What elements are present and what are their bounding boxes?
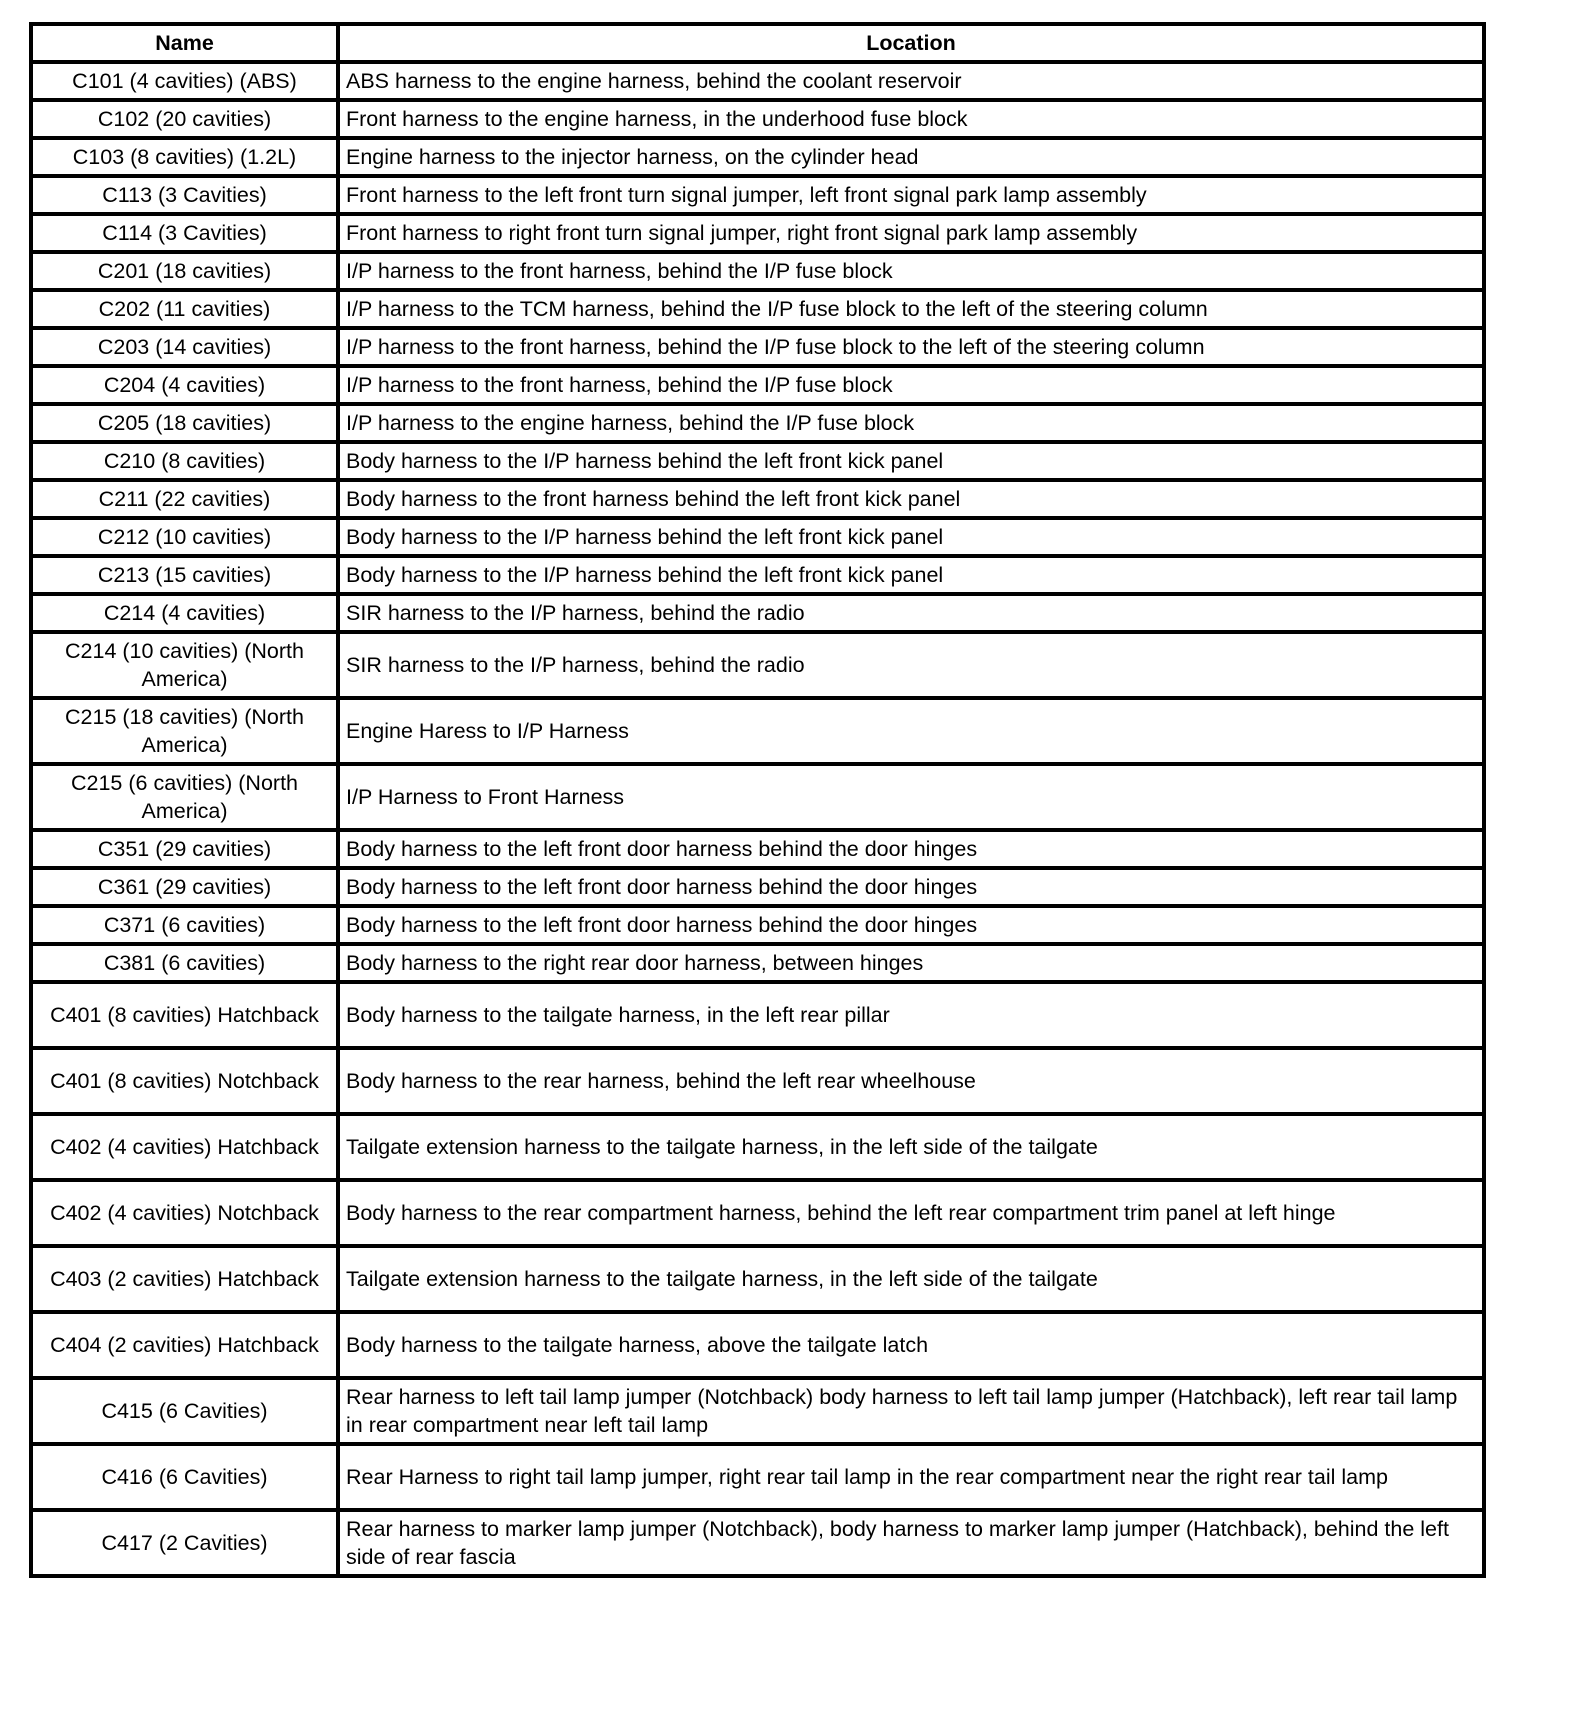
connector-name-cell: C402 (4 cavities) Notchback xyxy=(31,1180,338,1246)
table-row xyxy=(31,1246,1484,1312)
table-row xyxy=(31,1378,1484,1444)
table-row xyxy=(31,442,1484,480)
location-column-header: Location xyxy=(338,24,1484,62)
connector-name-cell: C371 (6 cavities) xyxy=(31,906,338,944)
connector-location-cell: Body harness to the I/P harness behind the left front kick panel xyxy=(338,518,1484,556)
table-row xyxy=(31,290,1484,328)
table-row xyxy=(31,138,1484,176)
connector-location-cell: I/P harness to the engine harness, behind the I/P fuse block xyxy=(338,404,1484,442)
connector-name-cell: C113 (3 Cavities) xyxy=(31,176,338,214)
connector-name-cell: C381 (6 cavities) xyxy=(31,944,338,982)
table-row xyxy=(31,62,1484,100)
connector-location-cell: Tailgate extension harness to the tailgate harness, in the left side of the tailgate xyxy=(338,1246,1484,1312)
connector-name-cell: C401 (8 cavities) Notchback xyxy=(31,1048,338,1114)
connector-name-cell: C402 (4 cavities) Hatchback xyxy=(31,1114,338,1180)
connector-location-cell: Front harness to right front turn signal jumper, right front signal park lamp assembly xyxy=(338,214,1484,252)
connector-name-cell: C101 (4 cavities) (ABS) xyxy=(31,62,338,100)
table-row xyxy=(31,830,1484,868)
table-row xyxy=(31,1180,1484,1246)
connector-location-cell: Front harness to the engine harness, in the underhood fuse block xyxy=(338,100,1484,138)
connector-location-cell: Body harness to the tailgate harness, above the tailgate latch xyxy=(338,1312,1484,1378)
connector-name-cell: C103 (8 cavities) (1.2L) xyxy=(31,138,338,176)
connector-name-cell: C415 (6 Cavities) xyxy=(31,1378,338,1444)
connector-location-cell: Tailgate extension harness to the tailgate harness, in the left side of the tailgate xyxy=(338,1114,1484,1180)
connector-name-cell: C201 (18 cavities) xyxy=(31,252,338,290)
table-row xyxy=(31,176,1484,214)
connector-name-cell: C215 (6 cavities) (North America) xyxy=(31,764,338,830)
connector-name-cell: C102 (20 cavities) xyxy=(31,100,338,138)
table-row xyxy=(31,214,1484,252)
connector-location-cell: ABS harness to the engine harness, behind the coolant reservoir xyxy=(338,62,1484,100)
table-row xyxy=(31,1444,1484,1510)
connector-name-cell: C416 (6 Cavities) xyxy=(31,1444,338,1510)
connector-name-cell: C214 (4 cavities) xyxy=(31,594,338,632)
table-row xyxy=(31,906,1484,944)
connector-name-cell: C215 (18 cavities) (North America) xyxy=(31,698,338,764)
connector-location-cell: I/P harness to the front harness, behind the I/P fuse block xyxy=(338,366,1484,404)
connector-location-cell: Body harness to the left front door harness behind the door hinges xyxy=(338,868,1484,906)
table-row xyxy=(31,944,1484,982)
connector-location-cell: Rear harness to marker lamp jumper (Notchback), body harness to marker lamp jumper (Hatchback), behind the left side of rear fascia xyxy=(338,1510,1484,1576)
connector-location-cell: SIR harness to the I/P harness, behind the radio xyxy=(338,632,1484,698)
header-row xyxy=(31,24,1484,62)
table-row xyxy=(31,764,1484,830)
table-row xyxy=(31,698,1484,764)
connector-location-cell: Body harness to the front harness behind the left front kick panel xyxy=(338,480,1484,518)
connector-name-cell: C361 (29 cavities) xyxy=(31,868,338,906)
table-row xyxy=(31,328,1484,366)
connector-location-cell: Body harness to the tailgate harness, in the left rear pillar xyxy=(338,982,1484,1048)
connector-location-cell: Body harness to the rear compartment harness, behind the left rear compartment trim panel at left hinge xyxy=(338,1180,1484,1246)
connector-name-cell: C204 (4 cavities) xyxy=(31,366,338,404)
table-row xyxy=(31,1510,1484,1576)
table-row xyxy=(31,556,1484,594)
connector-name-cell: C417 (2 Cavities) xyxy=(31,1510,338,1576)
table-row xyxy=(31,594,1484,632)
table-row xyxy=(31,982,1484,1048)
connector-name-cell: C205 (18 cavities) xyxy=(31,404,338,442)
connector-name-cell: C210 (8 cavities) xyxy=(31,442,338,480)
connector-name-cell: C114 (3 Cavities) xyxy=(31,214,338,252)
connector-location-cell: I/P harness to the front harness, behind the I/P fuse block to the left of the steering column xyxy=(338,328,1484,366)
connector-location-cell: Body harness to the right rear door harness, between hinges xyxy=(338,944,1484,982)
connector-location-cell: SIR harness to the I/P harness, behind the radio xyxy=(338,594,1484,632)
name-column-header: Name xyxy=(31,24,338,62)
connector-name-cell: C202 (11 cavities) xyxy=(31,290,338,328)
connector-location-cell: Body harness to the left front door harness behind the door hinges xyxy=(338,906,1484,944)
table-row xyxy=(31,252,1484,290)
connector-name-cell: C213 (15 cavities) xyxy=(31,556,338,594)
connector-name-cell: C212 (10 cavities) xyxy=(31,518,338,556)
table-row xyxy=(31,632,1484,698)
connector-location-cell: Body harness to the I/P harness behind the left front kick panel xyxy=(338,556,1484,594)
connector-location-cell: Body harness to the rear harness, behind the left rear wheelhouse xyxy=(338,1048,1484,1114)
table-row xyxy=(31,868,1484,906)
connector-location-cell: Body harness to the I/P harness behind the left front kick panel xyxy=(338,442,1484,480)
connector-name-cell: C214 (10 cavities) (North America) xyxy=(31,632,338,698)
table-row xyxy=(31,1114,1484,1180)
connector-name-cell: C401 (8 cavities) Hatchback xyxy=(31,982,338,1048)
connector-location-cell: I/P harness to the TCM harness, behind the I/P fuse block to the left of the steering column xyxy=(338,290,1484,328)
connector-table xyxy=(29,22,1486,1578)
connector-name-cell: C403 (2 cavities) Hatchback xyxy=(31,1246,338,1312)
table-row xyxy=(31,100,1484,138)
table-row xyxy=(31,480,1484,518)
table-row xyxy=(31,1312,1484,1378)
table-row xyxy=(31,404,1484,442)
connector-name-cell: C203 (14 cavities) xyxy=(31,328,338,366)
connector-location-cell: Engine Haress to I/P Harness xyxy=(338,698,1484,764)
connector-name-cell: C404 (2 cavities) Hatchback xyxy=(31,1312,338,1378)
connector-location-cell: Engine harness to the injector harness, on the cylinder head xyxy=(338,138,1484,176)
table-body xyxy=(31,62,1484,1576)
connector-name-cell: C211 (22 cavities) xyxy=(31,480,338,518)
connector-location-cell: Rear Harness to right tail lamp jumper, right rear tail lamp in the rear compartment near the right rear tail lamp xyxy=(338,1444,1484,1510)
connector-location-cell: I/P harness to the front harness, behind the I/P fuse block xyxy=(338,252,1484,290)
table-row xyxy=(31,366,1484,404)
table-row xyxy=(31,518,1484,556)
connector-location-cell: Rear harness to left tail lamp jumper (Notchback) body harness to left tail lamp jumper (Hatchback), left rear tail lamp in rear compartment near left tail lamp xyxy=(338,1378,1484,1444)
connector-location-cell: Front harness to the left front turn signal jumper, left front signal park lamp assembly xyxy=(338,176,1484,214)
connector-name-cell: C351 (29 cavities) xyxy=(31,830,338,868)
connector-location-cell: Body harness to the left front door harness behind the door hinges xyxy=(338,830,1484,868)
table-row xyxy=(31,1048,1484,1114)
connector-location-cell: I/P Harness to Front Harness xyxy=(338,764,1484,830)
